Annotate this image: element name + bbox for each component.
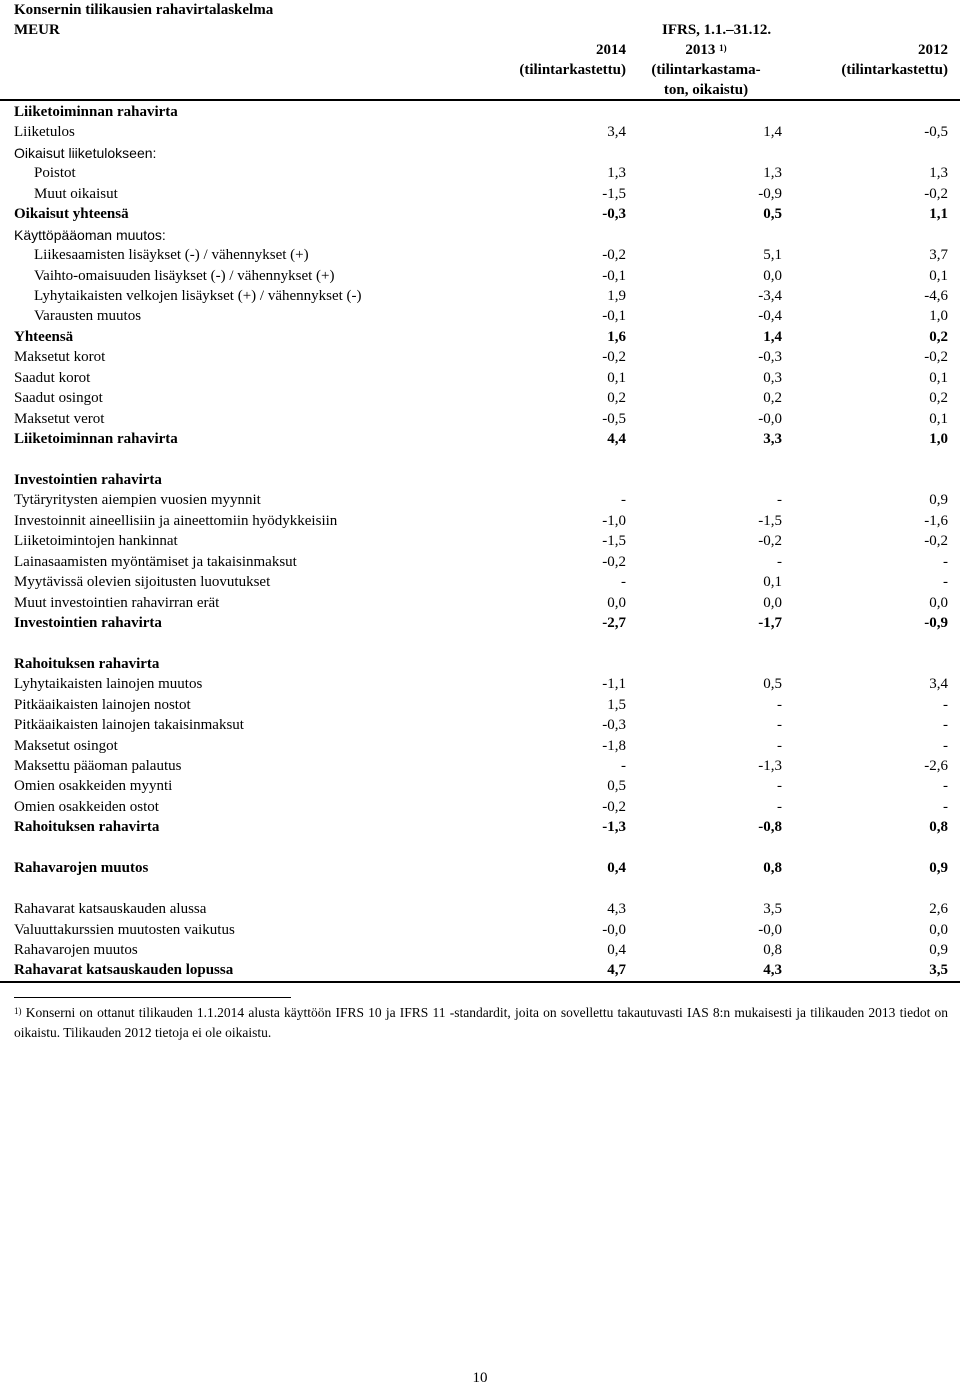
- value-2012: 0,1: [929, 410, 948, 427]
- value-2013: 3,5: [763, 901, 782, 918]
- value-2012: -: [943, 778, 948, 795]
- value-2013: -0,4: [758, 308, 782, 325]
- value-2012: 3,4: [929, 676, 948, 693]
- value-2013: -1,3: [758, 758, 782, 774]
- row-label: Poistot: [34, 165, 76, 182]
- value-2012: 1,0: [929, 308, 948, 325]
- header-row: [14, 20, 960, 40]
- basis-label: IFRS, 1.1.–31.12.: [662, 22, 772, 38]
- row-label: Saadut korot: [14, 369, 91, 386]
- value-2014: 0,4: [607, 941, 626, 958]
- table-row: [0, 531, 960, 551]
- value-2014: 4,3: [607, 901, 626, 918]
- value-2014: -0,2: [602, 798, 626, 815]
- row-label: Investointien rahavirta: [14, 614, 162, 631]
- row-label: Yhteensä: [14, 328, 74, 345]
- column-header-2014: [490, 40, 626, 80]
- row-label: Maksetut osingot: [14, 737, 118, 754]
- value-2012: -: [943, 553, 948, 570]
- value-2013: 0,0: [763, 267, 782, 284]
- row-label: Oikaisut yhteensä: [14, 206, 129, 223]
- value-2012: 0,9: [929, 941, 948, 958]
- value-2013: -3,4: [758, 287, 782, 304]
- table-row: [0, 470, 960, 490]
- value-2013: 3,3: [763, 431, 782, 447]
- value-2014: -1,8: [602, 737, 626, 754]
- column-year: 2013: [685, 42, 716, 58]
- value-2014: -0,1: [602, 267, 626, 284]
- table-row: [0, 552, 960, 572]
- value-2014: 4,4: [607, 431, 626, 447]
- value-2014: 4,7: [607, 962, 626, 979]
- value-2013: -0,0: [758, 410, 782, 427]
- row-label: Omien osakkeiden ostot: [14, 798, 159, 815]
- table-row: [0, 756, 960, 776]
- value-2014: 0,1: [607, 369, 626, 386]
- column-header-2013: [630, 40, 782, 100]
- value-2013: -0,2: [758, 533, 782, 550]
- value-2014: -: [621, 492, 626, 509]
- value-2013: 0,1: [763, 574, 782, 591]
- value-2014: 0,0: [607, 594, 626, 611]
- table-row: [0, 960, 960, 982]
- table-row: [0, 102, 960, 122]
- row-label: Rahavarojen muutos: [14, 941, 138, 958]
- footnote-marker: 1): [719, 43, 727, 53]
- table-row: [0, 266, 960, 286]
- table-row: [0, 613, 960, 633]
- value-2012: -: [943, 717, 948, 734]
- row-label: Lainasaamisten myöntämiset ja takaisinmaksut: [14, 553, 297, 570]
- row-label: Saadut osingot: [14, 390, 103, 407]
- spacer-row: [0, 879, 960, 899]
- value-2012: 0,0: [929, 594, 948, 611]
- row-label: Rahoituksen rahavirta: [14, 819, 160, 836]
- table-row: [0, 920, 960, 940]
- value-2014: 3,4: [607, 124, 626, 141]
- footnote-text: Konserni on ottanut tilikauden 1.1.2014 alusta käyttöön IFRS 10 ja IFRS 11 -standardit, joita on sovellettu takautuvasti IAS 8:n mukaisesti ja tilikauden 2013 tiedot on oikaistu. Tilikauden 2012 tietoja ei ole oikaistu.: [14, 1005, 949, 1040]
- row-label: Liikesaamisten lisäykset (-) / vähennykset (+): [34, 247, 309, 264]
- table-row: [0, 817, 960, 837]
- row-label: Maksettu pääoman palautus: [14, 758, 182, 774]
- table-row: [0, 245, 960, 265]
- value-2013: 1,3: [763, 165, 782, 182]
- value-2014: -0,3: [602, 717, 626, 734]
- value-2013: -0,0: [758, 921, 782, 938]
- table-row: [0, 163, 960, 183]
- spacer-row: [0, 633, 960, 653]
- value-2014: 1,9: [607, 287, 626, 304]
- value-2012: 1,0: [929, 431, 948, 447]
- value-2012: -: [943, 696, 948, 713]
- value-2012: 2,6: [929, 901, 948, 918]
- value-2013: 0,3: [763, 369, 782, 386]
- value-2012: -2,6: [924, 758, 948, 774]
- row-label: Valuuttakurssien muutosten vaikutus: [14, 921, 235, 938]
- column-year: 2014: [596, 42, 626, 58]
- value-2012: 0,1: [929, 369, 948, 386]
- footnote: [14, 1003, 948, 1043]
- value-2014: -: [621, 758, 626, 774]
- value-2012: 1,3: [929, 165, 948, 182]
- spacer-row: [0, 838, 960, 858]
- row-label: Liiketoiminnan rahavirta: [14, 431, 178, 447]
- table-row: [0, 327, 960, 347]
- table-row: [0, 674, 960, 694]
- value-2013: -: [777, 492, 782, 509]
- cash-flow-table: [0, 102, 960, 983]
- column-header-2012: [790, 40, 948, 80]
- value-2012: -4,6: [924, 287, 948, 304]
- column-note: (tilintarkastama-: [651, 62, 761, 78]
- value-2012: 1,1: [929, 206, 948, 223]
- row-label: Pitkäaikaisten lainojen takaisinmaksut: [14, 717, 244, 734]
- value-2014: 0,4: [607, 860, 626, 877]
- value-2013: 1,4: [763, 124, 782, 141]
- row-label: Lyhytaikaisten velkojen lisäykset (+) / vähennykset (-): [34, 287, 362, 304]
- table-row: [0, 184, 960, 204]
- value-2014: -0,1: [602, 308, 626, 325]
- value-2013: 4,3: [763, 962, 782, 979]
- row-label: Liiketoiminnan rahavirta: [14, 104, 178, 120]
- column-note: (tilintarkastettu): [519, 62, 626, 78]
- value-2014: -0,3: [602, 206, 626, 223]
- column-note-cont: ton, oikaistu): [663, 82, 749, 98]
- row-label: Varausten muutos: [34, 308, 142, 325]
- row-label: Tytäryritysten aiempien vuosien myynnit: [14, 492, 261, 509]
- row-label: Käyttöpääoman muutos:: [14, 226, 166, 243]
- row-label: Myytävissä olevien sijoitusten luovutukset: [14, 574, 271, 591]
- row-label: Maksetut verot: [14, 410, 105, 427]
- column-note: (tilintarkastettu): [841, 62, 948, 78]
- table-row: [0, 776, 960, 796]
- value-2013: -0,9: [758, 185, 782, 202]
- row-label: Rahavarat katsauskauden alussa: [14, 901, 207, 918]
- value-2013: -: [777, 798, 782, 815]
- value-2013: 1,4: [763, 328, 782, 345]
- value-2013: -: [777, 696, 782, 713]
- value-2014: -1,5: [602, 185, 626, 202]
- row-label: Rahavarojen muutos: [14, 860, 149, 877]
- value-2012: -0,2: [924, 533, 948, 550]
- value-2012: -0,2: [924, 185, 948, 202]
- value-2012: -: [943, 798, 948, 815]
- value-2014: 0,5: [607, 778, 626, 795]
- row-label: Investoinnit aineellisiin ja aineettomiin hyödykkeisiin: [14, 512, 338, 529]
- table-row: [0, 204, 960, 224]
- row-label: Lyhytaikaisten lainojen muutos: [14, 676, 203, 693]
- row-label: Rahoituksen rahavirta: [14, 655, 160, 672]
- header-divider: [0, 99, 960, 101]
- value-2013: 0,5: [763, 206, 782, 223]
- table-row: [0, 122, 960, 142]
- table-row: [0, 695, 960, 715]
- value-2012: 0,0: [929, 921, 948, 938]
- value-2014: -: [621, 574, 626, 591]
- footnote-marker: 1): [14, 1006, 22, 1016]
- value-2013: 0,2: [763, 390, 782, 407]
- value-2013: -: [777, 553, 782, 570]
- value-2012: -1,6: [924, 512, 948, 529]
- row-label: Investointien rahavirta: [14, 471, 162, 488]
- table-row: [0, 143, 960, 163]
- value-2014: 1,3: [607, 165, 626, 182]
- row-label: Pitkäaikaisten lainojen nostot: [14, 696, 191, 713]
- table-row: [0, 511, 960, 531]
- table-row: [0, 306, 960, 326]
- value-2014: -0,2: [602, 553, 626, 570]
- value-2012: 0,2: [929, 390, 948, 407]
- table-row: [0, 347, 960, 367]
- value-2013: 5,1: [763, 247, 782, 264]
- value-2014: -0,0: [602, 921, 626, 938]
- value-2012: 3,5: [929, 962, 948, 979]
- table-row: [0, 654, 960, 674]
- column-year-line: [630, 40, 782, 60]
- value-2012: 0,2: [929, 328, 948, 345]
- value-2014: -0,5: [602, 410, 626, 427]
- row-label: Liiketulos: [14, 124, 75, 141]
- value-2013: 0,0: [763, 594, 782, 611]
- value-2013: -0,3: [758, 349, 782, 366]
- table-row: [0, 858, 960, 878]
- value-2012: 0,9: [929, 860, 948, 877]
- row-label: Rahavarat katsauskauden lopussa: [14, 962, 234, 979]
- row-label: Omien osakkeiden myynti: [14, 778, 173, 795]
- row-label: Oikaisut liiketulokseen:: [14, 144, 157, 161]
- table-row: [0, 899, 960, 919]
- table-row: [0, 286, 960, 306]
- value-2014: -1,1: [602, 676, 626, 693]
- footnote-divider: [14, 997, 291, 998]
- value-2013: -: [777, 737, 782, 754]
- value-2012: 0,8: [929, 819, 948, 836]
- unit-label: MEUR: [14, 22, 60, 38]
- value-2014: -1,0: [602, 512, 626, 529]
- value-2013: 0,8: [763, 860, 782, 877]
- row-label: Muut investointien rahavirran erät: [14, 594, 220, 611]
- value-2014: -0,2: [602, 247, 626, 264]
- value-2014: 0,2: [607, 390, 626, 407]
- table-row: [0, 490, 960, 510]
- table-row: [0, 429, 960, 449]
- column-year: 2012: [918, 42, 948, 58]
- spacer-row: [0, 449, 960, 469]
- table-row: [0, 572, 960, 592]
- value-2012: 3,7: [929, 247, 948, 264]
- value-2012: -0,9: [924, 614, 948, 631]
- value-2014: -0,2: [602, 349, 626, 366]
- table-row: [0, 940, 960, 960]
- table-row: [0, 593, 960, 613]
- value-2012: -0,2: [924, 349, 948, 366]
- table-row: [0, 225, 960, 245]
- value-2013: -1,7: [758, 614, 782, 631]
- value-2012: -: [943, 737, 948, 754]
- row-label: Maksetut korot: [14, 349, 106, 366]
- value-2013: -0,8: [758, 819, 782, 836]
- page-number: 10: [472, 1370, 488, 1386]
- table-row: [0, 388, 960, 408]
- value-2014: 1,6: [607, 328, 626, 345]
- value-2013: -1,5: [758, 512, 782, 529]
- table-row: [0, 409, 960, 429]
- value-2014: -2,7: [602, 614, 626, 631]
- table-row: [0, 797, 960, 817]
- row-label: Liiketoimintojen hankinnat: [14, 533, 178, 550]
- value-2013: 0,8: [763, 941, 782, 958]
- row-label: Muut oikaisut: [34, 185, 118, 202]
- value-2012: -: [943, 574, 948, 591]
- table-row: [0, 736, 960, 756]
- value-2014: -1,3: [602, 819, 626, 836]
- value-2012: 0,1: [929, 267, 948, 284]
- value-2013: -: [777, 778, 782, 795]
- table-row: [0, 715, 960, 735]
- value-2014: 1,5: [607, 696, 626, 713]
- table-row: [0, 368, 960, 388]
- value-2013: 0,5: [763, 676, 782, 693]
- row-label: Vaihto-omaisuuden lisäykset (-) / vähennykset (+): [34, 267, 335, 284]
- value-2013: -: [777, 717, 782, 734]
- value-2012: -0,5: [924, 124, 948, 141]
- value-2012: 0,9: [929, 492, 948, 509]
- value-2014: -1,5: [602, 533, 626, 550]
- page-title: Konsernin tilikausien rahavirtalaskelma: [14, 2, 274, 18]
